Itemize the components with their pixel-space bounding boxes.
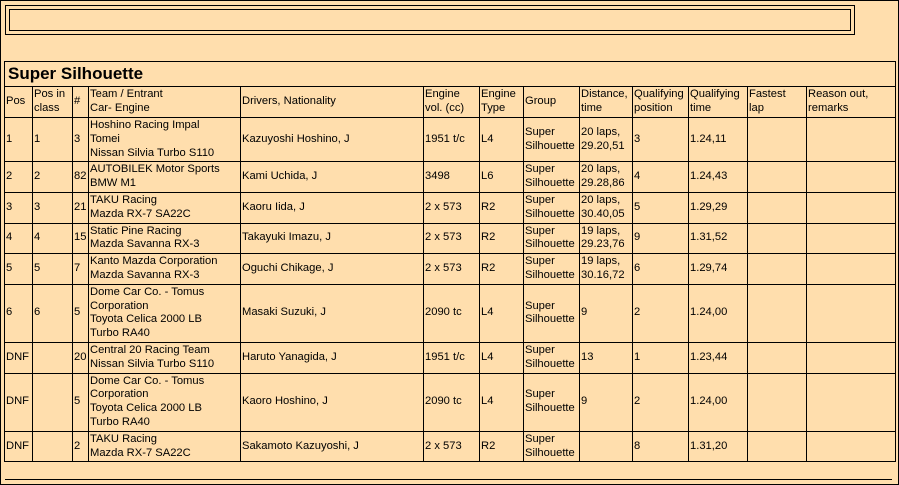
cell-engine-type: [480, 223, 524, 254]
cell-text: DNF: [6, 350, 29, 363]
table-row: [5, 284, 896, 342]
cell-text: 2 x 573: [425, 439, 462, 452]
cell-line: 30.16,72: [581, 268, 625, 281]
column-header-line: Drivers, Nationality: [242, 95, 336, 108]
cell-pos-in-class: [33, 342, 73, 373]
cell-team: [89, 223, 241, 254]
cell-text: 6: [6, 306, 13, 319]
cell-qualifying-time: [689, 162, 748, 193]
column-header-line: Car- Engine: [90, 102, 150, 114]
cell-drivers: [241, 118, 424, 162]
cell-fastest-lap: [748, 118, 807, 162]
cell-drivers: [241, 254, 424, 285]
cell-text: 4: [34, 231, 41, 244]
cell-text: 20: [74, 350, 87, 363]
cell-group: [524, 431, 580, 462]
column-header-line: Engine: [481, 88, 516, 101]
cell-distance: [580, 431, 633, 462]
cell-engine-type: [480, 254, 524, 285]
cell-text: Kami Uchida, J: [242, 170, 318, 183]
cell-text: Kaoro Hoshino, J: [242, 395, 328, 408]
cell-engine-vol: [424, 162, 480, 193]
cell-engine-type: [480, 342, 524, 373]
column-header-pos-in-class: [33, 87, 73, 118]
cell-text: DNF: [6, 395, 29, 408]
cell-distance: [580, 373, 633, 431]
table-row: [5, 431, 896, 462]
column-header-line: Pos: [6, 95, 26, 108]
cell-line: Toyota Celica 2000 LB: [90, 313, 202, 326]
cell-line: Super: [525, 388, 555, 401]
cell-text: 3498: [425, 170, 450, 183]
column-header-line: time: [581, 102, 603, 114]
cell-line: Super: [525, 163, 555, 176]
cell-fastest-lap: [748, 373, 807, 431]
cell-engine-type: [480, 284, 524, 342]
cell-fastest-lap: [748, 223, 807, 254]
cell-line: 13: [581, 350, 594, 363]
cell-line: Super: [525, 224, 555, 237]
column-header-engine-vol: [424, 87, 480, 118]
cell-team: [89, 373, 241, 431]
table-row: [5, 342, 896, 373]
cell-text: 9: [634, 231, 641, 244]
cell-drivers: [241, 431, 424, 462]
column-header-line: vol. (cc): [425, 102, 465, 114]
cell-text: Haruto Yanagida, J: [242, 350, 337, 363]
cell-qualifying-time: [689, 431, 748, 462]
cell-distance: [580, 342, 633, 373]
cell-fastest-lap: [748, 342, 807, 373]
cell-line: Nissan Silvia Turbo S110: [90, 146, 215, 159]
cell-text: 3: [634, 132, 641, 145]
cell-group: [524, 284, 580, 342]
cell-pos: [5, 223, 33, 254]
cell-text: 6: [634, 262, 641, 275]
cell-group: [524, 118, 580, 162]
cell-pos: [5, 118, 33, 162]
cell-remarks: [807, 162, 896, 193]
cell-text: 1951 t/c: [425, 132, 465, 145]
cell-line: Silhouette: [525, 207, 575, 220]
cell-fastest-lap: [748, 162, 807, 193]
cell-text: 82: [74, 170, 87, 183]
column-header-team: [89, 87, 241, 118]
cell-line: Super: [525, 343, 555, 356]
cell-pos: [5, 192, 33, 223]
cell-fastest-lap: [748, 431, 807, 462]
cell-group: [524, 162, 580, 193]
cell-text: Kazuyoshi Hoshino, J: [242, 132, 350, 145]
cell-car-number: [73, 223, 89, 254]
cell-line: Tomei: [90, 132, 120, 145]
cell-line: TAKU Racing: [90, 432, 157, 445]
cell-drivers: [241, 284, 424, 342]
cell-qualifying-position: [633, 192, 689, 223]
cell-text: 2: [74, 439, 81, 452]
table-row: [5, 118, 896, 162]
cell-line: Nissan Silvia Turbo S110: [90, 357, 215, 370]
cell-line: Turbo RA40: [90, 415, 150, 428]
cell-line: Super: [525, 255, 555, 268]
column-header-line: Type: [481, 102, 506, 114]
cell-qualifying-position: [633, 373, 689, 431]
results-table-wrapper: [4, 61, 895, 462]
cell-text: 1: [634, 350, 641, 363]
cell-text: 3: [34, 200, 41, 213]
cell-qualifying-position: [633, 284, 689, 342]
cell-text: 5: [634, 200, 641, 213]
cell-line: Mazda RX-7 SA22C: [90, 207, 191, 220]
table-body: [5, 118, 896, 462]
cell-group: [524, 223, 580, 254]
cell-text: 4: [6, 231, 13, 244]
cell-text: 2090 tc: [425, 306, 462, 319]
cell-line: 20 laps,: [581, 125, 621, 138]
cell-line: Mazda Savanna RX-3: [90, 238, 200, 251]
cell-line: 29.20,51: [581, 139, 625, 152]
cell-qualifying-time: [689, 118, 748, 162]
cell-text: 1.24,43: [690, 170, 728, 183]
cell-qualifying-time: [689, 284, 748, 342]
cell-text: 1.31,20: [690, 439, 728, 452]
cell-line: Toyota Celica 2000 LB: [90, 402, 202, 415]
cell-qualifying-position: [633, 118, 689, 162]
column-header-line: class: [34, 102, 60, 114]
cell-team: [89, 431, 241, 462]
cell-drivers: [241, 373, 424, 431]
cell-line: Super: [525, 193, 555, 206]
cell-engine-type: [480, 373, 524, 431]
column-header-fastest-lap: [748, 87, 807, 118]
cell-line: 9: [581, 306, 588, 319]
cell-line: BMW M1: [90, 177, 136, 190]
cell-pos-in-class: [33, 284, 73, 342]
cell-text: 5: [6, 262, 13, 275]
column-header-line: position: [634, 102, 673, 114]
cell-text: 8: [634, 439, 641, 452]
column-header-line: #: [74, 95, 81, 108]
cell-text: 7: [74, 262, 81, 275]
section-title: Super Silhouette: [5, 62, 896, 87]
cell-text: 3: [6, 200, 13, 213]
cell-text: 5: [74, 306, 81, 319]
column-header-line: Qualifying: [634, 88, 684, 101]
cell-remarks: [807, 342, 896, 373]
cell-line: AUTOBILEK Motor Sports: [90, 163, 220, 176]
column-header-pos: [5, 87, 33, 118]
cell-pos-in-class: [33, 118, 73, 162]
cell-line: Super: [525, 125, 555, 138]
cell-text: 5: [74, 395, 81, 408]
cell-line: TAKU Racing: [90, 193, 157, 206]
cell-engine-vol: [424, 118, 480, 162]
cell-remarks: [807, 192, 896, 223]
cell-text: Takayuki Imazu, J: [242, 231, 331, 244]
cell-line: Silhouette: [525, 357, 575, 370]
cell-text: 2090 tc: [425, 395, 462, 408]
cell-distance: [580, 192, 633, 223]
cell-line: Silhouette: [525, 238, 575, 251]
cell-line: Mazda RX-7 SA22C: [90, 446, 191, 459]
table-row: [5, 254, 896, 285]
cell-team: [89, 254, 241, 285]
cell-line: Silhouette: [525, 177, 575, 190]
cell-text: 2: [6, 170, 13, 183]
column-header-line: Fastest: [749, 88, 786, 101]
cell-drivers: [241, 223, 424, 254]
cell-engine-vol: [424, 254, 480, 285]
cell-line: Silhouette: [525, 402, 575, 415]
cell-pos-in-class: [33, 223, 73, 254]
cell-line: Central 20 Racing Team: [90, 343, 210, 356]
cell-text: R2: [481, 231, 496, 244]
cell-text: 1.24,11: [690, 132, 727, 145]
cell-text: 2: [34, 170, 41, 183]
cell-line: 29.28,86: [581, 177, 625, 190]
cell-text: 1.24,00: [690, 395, 728, 408]
cell-text: 2: [634, 306, 641, 319]
cell-engine-vol: [424, 223, 480, 254]
cell-remarks: [807, 254, 896, 285]
cell-car-number: [73, 254, 89, 285]
table-row: [5, 223, 896, 254]
cell-pos: [5, 373, 33, 431]
cell-text: L4: [481, 395, 494, 408]
cell-car-number: [73, 192, 89, 223]
table-row: [5, 373, 896, 431]
cell-pos-in-class: [33, 431, 73, 462]
cell-text: L4: [481, 132, 494, 145]
top-panel-inner: [9, 9, 851, 31]
cell-text: 5: [34, 262, 41, 275]
column-header-engine-type: [480, 87, 524, 118]
column-header-qualifying-position: [633, 87, 689, 118]
cell-text: 1.23,44: [690, 350, 728, 363]
cell-engine-type: [480, 118, 524, 162]
cell-qualifying-position: [633, 223, 689, 254]
cell-qualifying-position: [633, 342, 689, 373]
cell-text: 1.24,00: [690, 306, 728, 319]
cell-group: [524, 342, 580, 373]
cell-engine-type: [480, 431, 524, 462]
column-header-line: Reason out,: [808, 88, 869, 101]
cell-distance: [580, 223, 633, 254]
cell-line: Static Pine Racing: [90, 224, 182, 237]
cell-line: 30.40,05: [581, 207, 625, 220]
column-header-line: Group: [525, 95, 557, 108]
cell-text: 1.29,74: [690, 262, 728, 275]
cell-line: 20 laps,: [581, 163, 621, 176]
column-header-remarks: [807, 87, 896, 118]
cell-line: Corporation: [90, 299, 149, 312]
cell-car-number: [73, 118, 89, 162]
column-header-qualifying-time: [689, 87, 748, 118]
cell-line: 20 laps,: [581, 193, 621, 206]
cell-car-number: [73, 284, 89, 342]
cell-text: 3: [74, 132, 81, 145]
cell-text: 1: [34, 132, 41, 145]
cell-car-number: [73, 342, 89, 373]
column-header-line: Engine: [425, 88, 460, 101]
cell-engine-vol: [424, 342, 480, 373]
cell-line: Silhouette: [525, 139, 575, 152]
cell-text: Oguchi Chikage, J: [242, 262, 334, 275]
cell-line: Hoshino Racing Impal: [90, 119, 200, 131]
cell-line: Corporation: [90, 388, 149, 401]
cell-line: Silhouette: [525, 268, 575, 281]
cell-team: [89, 192, 241, 223]
cell-drivers: [241, 162, 424, 193]
cell-text: 1: [6, 132, 13, 145]
cell-line: Kanto Mazda Corporation: [90, 255, 218, 268]
cell-text: 21: [74, 200, 87, 213]
cell-text: 2 x 573: [425, 200, 462, 213]
cell-pos: [5, 284, 33, 342]
column-header-drivers: [241, 87, 424, 118]
column-header-line: remarks: [808, 102, 849, 114]
cell-text: R2: [481, 262, 496, 275]
cell-distance: [580, 254, 633, 285]
column-header-line: Team / Entrant: [90, 88, 163, 101]
cell-remarks: [807, 223, 896, 254]
cell-pos: [5, 254, 33, 285]
cell-qualifying-time: [689, 342, 748, 373]
cell-drivers: [241, 192, 424, 223]
cell-line: Dome Car Co. - Tomus: [90, 285, 205, 298]
cell-engine-type: [480, 162, 524, 193]
column-header-car-number: [73, 87, 89, 118]
cell-fastest-lap: [748, 284, 807, 342]
cell-engine-vol: [424, 431, 480, 462]
cell-remarks: [807, 431, 896, 462]
cell-pos-in-class: [33, 373, 73, 431]
cell-fastest-lap: [748, 192, 807, 223]
cell-distance: [580, 162, 633, 193]
cell-distance: [580, 284, 633, 342]
top-panel: [5, 5, 855, 35]
cell-group: [524, 254, 580, 285]
cell-team: [89, 118, 241, 162]
cell-fastest-lap: [748, 254, 807, 285]
cell-pos-in-class: [33, 254, 73, 285]
cell-text: 2: [634, 395, 641, 408]
column-header-line: Qualifying: [690, 88, 740, 101]
cell-car-number: [73, 373, 89, 431]
cell-engine-vol: [424, 373, 480, 431]
cell-qualifying-time: [689, 192, 748, 223]
header-row: [5, 87, 896, 118]
cell-line: 19 laps,: [581, 255, 621, 268]
cell-text: 6: [34, 306, 41, 319]
cell-line: Turbo RA40: [90, 327, 150, 340]
cell-text: 2 x 573: [425, 262, 462, 275]
cell-engine-vol: [424, 284, 480, 342]
cell-text: R2: [481, 439, 496, 452]
cell-text: Masaki Suzuki, J: [242, 306, 326, 319]
cell-car-number: [73, 162, 89, 193]
cell-qualifying-position: [633, 431, 689, 462]
cell-text: DNF: [6, 439, 29, 452]
cell-qualifying-position: [633, 162, 689, 193]
cell-pos: [5, 431, 33, 462]
cell-pos: [5, 342, 33, 373]
cell-remarks: [807, 118, 896, 162]
column-header-line: Pos in: [34, 88, 66, 101]
cell-remarks: [807, 284, 896, 342]
cell-line: 9: [581, 395, 588, 408]
cell-team: [89, 284, 241, 342]
cell-line: Super: [525, 432, 555, 445]
cell-engine-type: [480, 192, 524, 223]
table-row: [5, 162, 896, 193]
cell-text: 2 x 573: [425, 231, 462, 244]
cell-text: Kaoru Iida, J: [242, 200, 305, 213]
column-header-line: time: [690, 102, 712, 114]
cell-pos: [5, 162, 33, 193]
cell-line: Mazda Savanna RX-3: [90, 268, 200, 281]
cell-qualifying-time: [689, 254, 748, 285]
cell-text: 1951 t/c: [425, 350, 465, 363]
cell-drivers: [241, 342, 424, 373]
cell-line: Silhouette: [525, 446, 575, 459]
cell-line: Silhouette: [525, 313, 575, 326]
cell-text: 1.31,52: [690, 231, 728, 244]
bottom-divider: [5, 479, 892, 480]
cell-line: 19 laps,: [581, 224, 621, 237]
column-header-line: lap: [749, 102, 764, 114]
cell-text: 4: [634, 170, 641, 183]
cell-remarks: [807, 373, 896, 431]
cell-car-number: [73, 431, 89, 462]
cell-pos-in-class: [33, 192, 73, 223]
cell-text: L6: [481, 170, 494, 183]
results-table: [4, 61, 896, 462]
cell-line: Dome Car Co. - Tomus: [90, 374, 205, 387]
cell-text: Sakamoto Kazuyoshi, J: [242, 439, 359, 452]
cell-text: 15: [74, 231, 87, 244]
cell-team: [89, 162, 241, 193]
cell-qualifying-time: [689, 373, 748, 431]
cell-text: L4: [481, 350, 494, 363]
cell-text: 1.29,29: [690, 200, 728, 213]
cell-engine-vol: [424, 192, 480, 223]
cell-qualifying-time: [689, 223, 748, 254]
cell-distance: [580, 118, 633, 162]
cell-text: L4: [481, 306, 494, 319]
cell-group: [524, 192, 580, 223]
cell-team: [89, 342, 241, 373]
cell-group: [524, 373, 580, 431]
cell-pos-in-class: [33, 162, 73, 193]
cell-text: R2: [481, 200, 496, 213]
cell-line: 29.23,76: [581, 238, 625, 251]
table-row: [5, 192, 896, 223]
column-header-line: Distance,: [581, 88, 628, 101]
cell-qualifying-position: [633, 254, 689, 285]
column-header-group: [524, 87, 580, 118]
column-header-distance: [580, 87, 633, 118]
cell-line: Super: [525, 299, 555, 312]
